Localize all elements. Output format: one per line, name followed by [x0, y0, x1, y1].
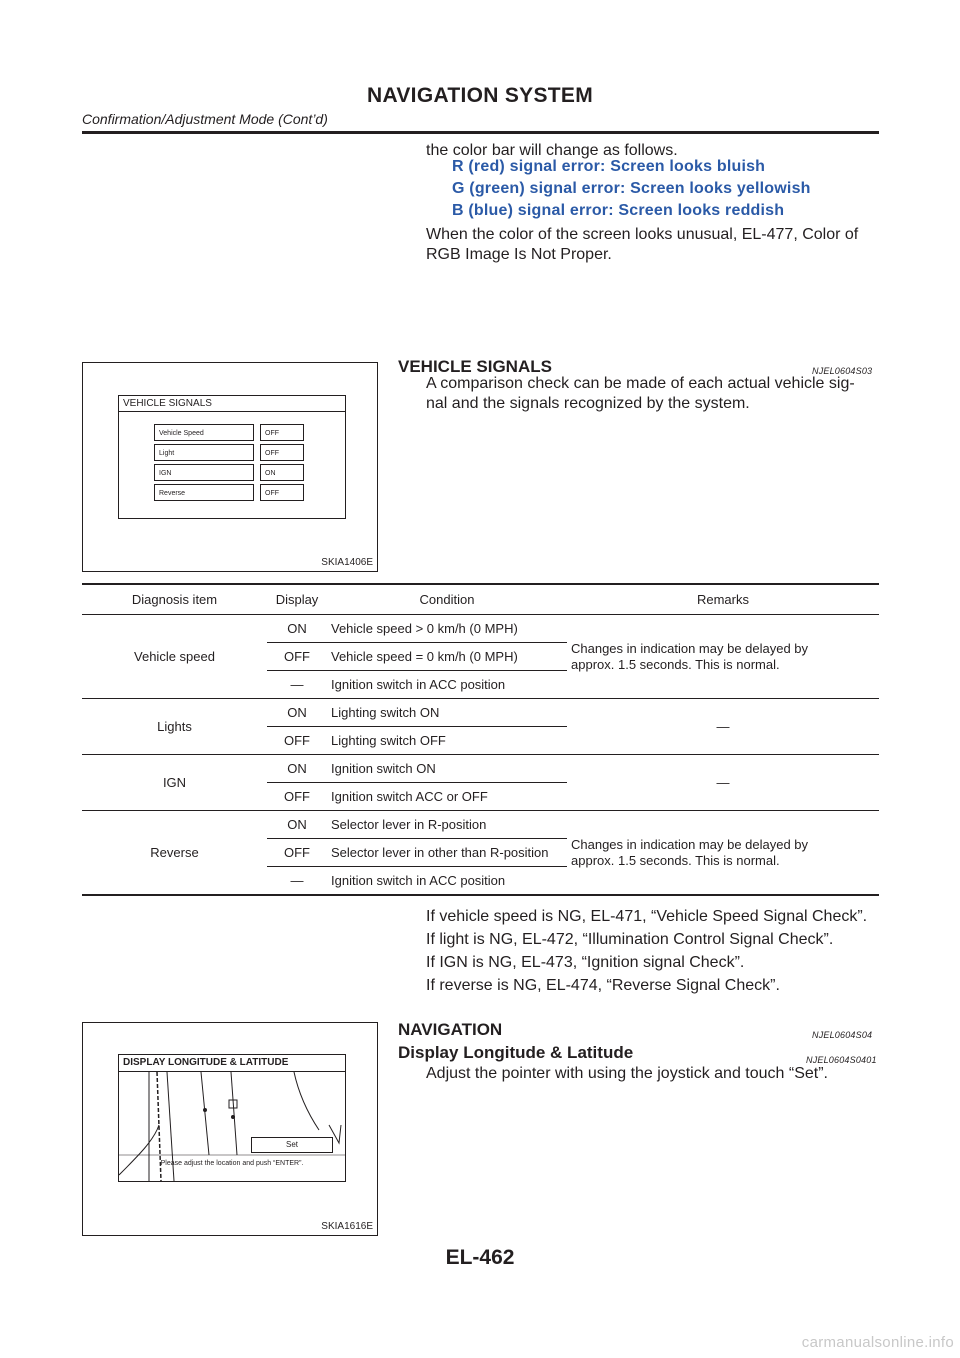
- condition-text: Selector lever in other than R-position: [327, 839, 567, 867]
- table-row: [82, 615, 879, 643]
- signal-value-light: OFF: [260, 444, 304, 461]
- navigation-screen-prompt: Please adjust the location and push “ENTER”.: [160, 1160, 304, 1167]
- vehicle-signals-text-1: A comparison check can be made of each actual vehicle sig-: [426, 375, 855, 392]
- signal-value-ign: ON: [260, 464, 304, 481]
- header-condition: Condition: [327, 584, 567, 615]
- display-longitude-latitude-heading: Display Longitude & Latitude: [398, 1043, 634, 1062]
- condition-text: Vehicle speed = 0 km/h (0 MPH): [327, 643, 567, 671]
- header-diagnosis-item: Diagnosis item: [82, 584, 267, 615]
- table-row: [82, 811, 879, 839]
- header-rule: [82, 131, 879, 134]
- remarks-line: Changes in indication may be delayed by: [571, 640, 809, 656]
- signal-value-vehicle-speed: OFF: [260, 424, 304, 441]
- signal-label-light: Light: [154, 444, 254, 461]
- remarks-ign: —: [567, 755, 879, 811]
- vehicle-signals-heading: VEHICLE SIGNALS: [398, 357, 552, 376]
- vehicle-signals-figure: [82, 362, 378, 572]
- condition-text: Ignition switch ACC or OFF: [327, 783, 567, 811]
- navigation-heading: NAVIGATION: [398, 1020, 503, 1039]
- set-button[interactable]: Set: [251, 1137, 333, 1153]
- signal-label-vehicle-speed: Vehicle Speed: [154, 424, 254, 441]
- navigation-screen-title: DISPLAY LONGITUDE & LATITUDE: [123, 1057, 289, 1068]
- remarks-line: approx. 1.5 seconds. This is normal.: [571, 852, 780, 868]
- display-value: ON: [267, 755, 327, 783]
- navigation-instruction: Adjust the pointer with using the joystick and touch “Set”.: [426, 1065, 828, 1082]
- condition-text: Lighting switch ON: [327, 699, 567, 727]
- condition-text: Selector lever in R-position: [327, 811, 567, 839]
- signal-label-reverse: Reverse: [154, 484, 254, 501]
- display-value: ON: [267, 811, 327, 839]
- signal-value-reverse: OFF: [260, 484, 304, 501]
- unusual-color-line-2: RGB Image Is Not Proper.: [426, 246, 612, 263]
- table-row: [82, 699, 879, 727]
- watermark: carmanualsonline.info: [801, 1334, 954, 1351]
- g-signal-error: G (green) signal error: Screen looks yellowish: [452, 180, 811, 197]
- display-value: ON: [267, 699, 327, 727]
- ng-check-vehicle-speed: If vehicle speed is NG, EL-471, “Vehicle Speed Signal Check”.: [426, 908, 868, 925]
- signal-label-ign: IGN: [154, 464, 254, 481]
- page-header-title: NAVIGATION SYSTEM: [367, 84, 593, 107]
- condition-text: Ignition switch in ACC position: [327, 867, 567, 896]
- display-value: ON: [267, 615, 327, 643]
- figure-caption: SKIA1406E: [321, 557, 373, 568]
- diagnosis-item-ign: IGN: [82, 755, 267, 811]
- r-signal-error: R (red) signal error: Screen looks bluish: [452, 158, 766, 175]
- diagnosis-item-vehicle-speed: Vehicle speed: [82, 615, 267, 699]
- vehicle-signals-text-2: nal and the signals recognized by the system.: [426, 395, 750, 412]
- display-value: OFF: [267, 643, 327, 671]
- remarks-vehicle-speed: [567, 615, 879, 699]
- display-value: —: [267, 671, 327, 699]
- display-longitude-latitude-code: NJEL0604S0401: [806, 1055, 877, 1065]
- header-display: Display: [267, 584, 327, 615]
- remarks-line: approx. 1.5 seconds. This is normal.: [571, 656, 780, 672]
- remarks-lights: —: [567, 699, 879, 755]
- table-row: [82, 755, 879, 783]
- navigation-figure: [82, 1022, 378, 1236]
- condition-text: Lighting switch OFF: [327, 727, 567, 755]
- condition-text: Ignition switch ON: [327, 755, 567, 783]
- vehicle-signals-code: NJEL0604S03: [812, 366, 873, 376]
- figure-caption: SKIA1616E: [321, 1221, 373, 1232]
- screen-title-rule: [119, 411, 345, 412]
- diagnosis-item-lights: Lights: [82, 699, 267, 755]
- vehicle-signals-screen-title: VEHICLE SIGNALS: [123, 398, 212, 409]
- navigation-screen: [118, 1054, 346, 1182]
- vehicle-signals-screen: [118, 395, 346, 519]
- display-value: OFF: [267, 839, 327, 867]
- b-signal-error: B (blue) signal error: Screen looks reddish: [452, 202, 785, 219]
- header-remarks: Remarks: [567, 584, 879, 615]
- intro-line: the color bar will change as follows.: [426, 142, 678, 159]
- page-header-subtitle: Confirmation/Adjustment Mode (Cont’d): [82, 111, 328, 127]
- ng-check-ign: If IGN is NG, EL-473, “Ignition signal Check”.: [426, 954, 745, 971]
- display-value: OFF: [267, 783, 327, 811]
- unusual-color-line-1: When the color of the screen looks unusual, EL-477, Color of: [426, 226, 859, 243]
- diagnosis-table: [82, 583, 879, 896]
- ng-check-light: If light is NG, EL-472, “Illumination Control Signal Check”.: [426, 931, 834, 948]
- ng-check-reverse: If reverse is NG, EL-474, “Reverse Signal Check”.: [426, 977, 780, 994]
- page-number: EL-462: [445, 1246, 515, 1269]
- display-value: OFF: [267, 727, 327, 755]
- display-value: —: [267, 867, 327, 896]
- remarks-reverse: [567, 811, 879, 896]
- remarks-line: Changes in indication may be delayed by: [571, 836, 809, 852]
- diagnosis-item-reverse: Reverse: [82, 811, 267, 896]
- condition-text: Vehicle speed > 0 km/h (0 MPH): [327, 615, 567, 643]
- navigation-code: NJEL0604S04: [812, 1030, 873, 1040]
- condition-text: Ignition switch in ACC position: [327, 671, 567, 699]
